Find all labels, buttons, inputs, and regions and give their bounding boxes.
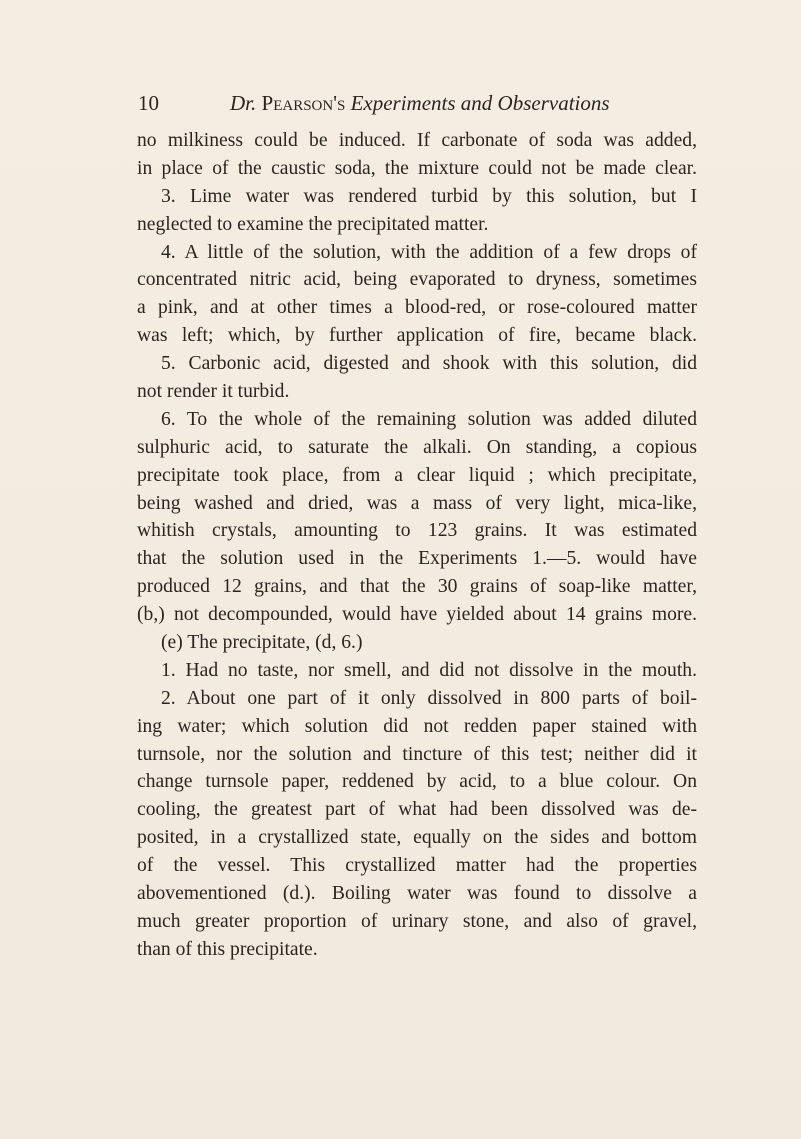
text-line: sulphuric acid, to saturate the alkali. On standing, a copious [137, 436, 697, 458]
text-line: change turnsole paper, reddened by acid, to a blue colour. On [137, 771, 697, 793]
text-line: a pink, and at other times a blood-red, or rose-coloured matter [137, 297, 697, 319]
text-line: 5. Carbonic acid, digested and shook with this solution, did [161, 353, 697, 375]
header-author-name: Pearson's [261, 91, 346, 115]
text-line: not render it turbid. [137, 381, 290, 403]
text-line: posited, in a crystallized state, equally on the sides and bottom [137, 827, 697, 849]
text-line: abovementioned (d.). Boiling water was found to dissolve a [137, 883, 697, 905]
text-line: of the vessel. This crystallized matter had the properties [137, 855, 697, 877]
text-line: was left; which, by further application of fire, became black. [137, 325, 697, 347]
page-number: 10 [138, 91, 159, 115]
text-line: 1. Had no taste, nor smell, and did not dissolve in the mouth. [161, 659, 697, 681]
text-line: 3. Lime water was rendered turbid by this solution, but I [161, 185, 697, 207]
text-line: that the solution used in the Experiments 1.—5. would have [137, 548, 697, 570]
text-line: (b,) not decompounded, would have yielded about 14 grains more. [137, 604, 697, 626]
body-text [137, 127, 697, 964]
text-line: being washed and dried, was a mass of very light, mica-like, [137, 492, 697, 514]
text-line: precipitate took place, from a clear liquid ; which precipitate, [137, 464, 697, 486]
text-line: concentrated nitric acid, being evaporated to dryness, sometimes [137, 269, 697, 291]
text-line: (e) The precipitate, (d, 6.) [161, 632, 363, 654]
text-line: ing water; which solution did not redden paper stained with [137, 715, 697, 737]
text-line: in place of the caustic soda, the mixture could not be made clear. [137, 157, 697, 179]
text-line: produced 12 grains, and that the 30 grains of soap-like matter, [137, 576, 697, 598]
text-line: whitish crystals, amounting to 123 grains. It was estimated [137, 520, 697, 542]
header-title-rest: Experiments and Observations [350, 91, 610, 115]
running-header [138, 88, 698, 118]
text-line: neglected to examine the precipitated matter. [137, 213, 489, 235]
text-line: than of this precipitate. [137, 938, 318, 960]
text-line: much greater proportion of urinary stone, and also of gravel, [137, 910, 697, 932]
header-title [230, 91, 610, 115]
text-line: cooling, the greatest part of what had been dissolved was de- [137, 799, 697, 821]
text-line: 6. To the whole of the remaining solution was added diluted [161, 408, 697, 430]
text-line: 4. A little of the solution, with the addition of a few drops of [161, 241, 697, 263]
header-author-prefix: Dr. [230, 91, 257, 115]
text-line: no milkiness could be induced. If carbonate of soda was added, [137, 130, 697, 151]
text-line: 2. About one part of it only dissolved in 800 parts of boil- [161, 687, 697, 709]
text-line: turnsole, nor the solution and tincture of this test; neither did it [137, 743, 697, 765]
